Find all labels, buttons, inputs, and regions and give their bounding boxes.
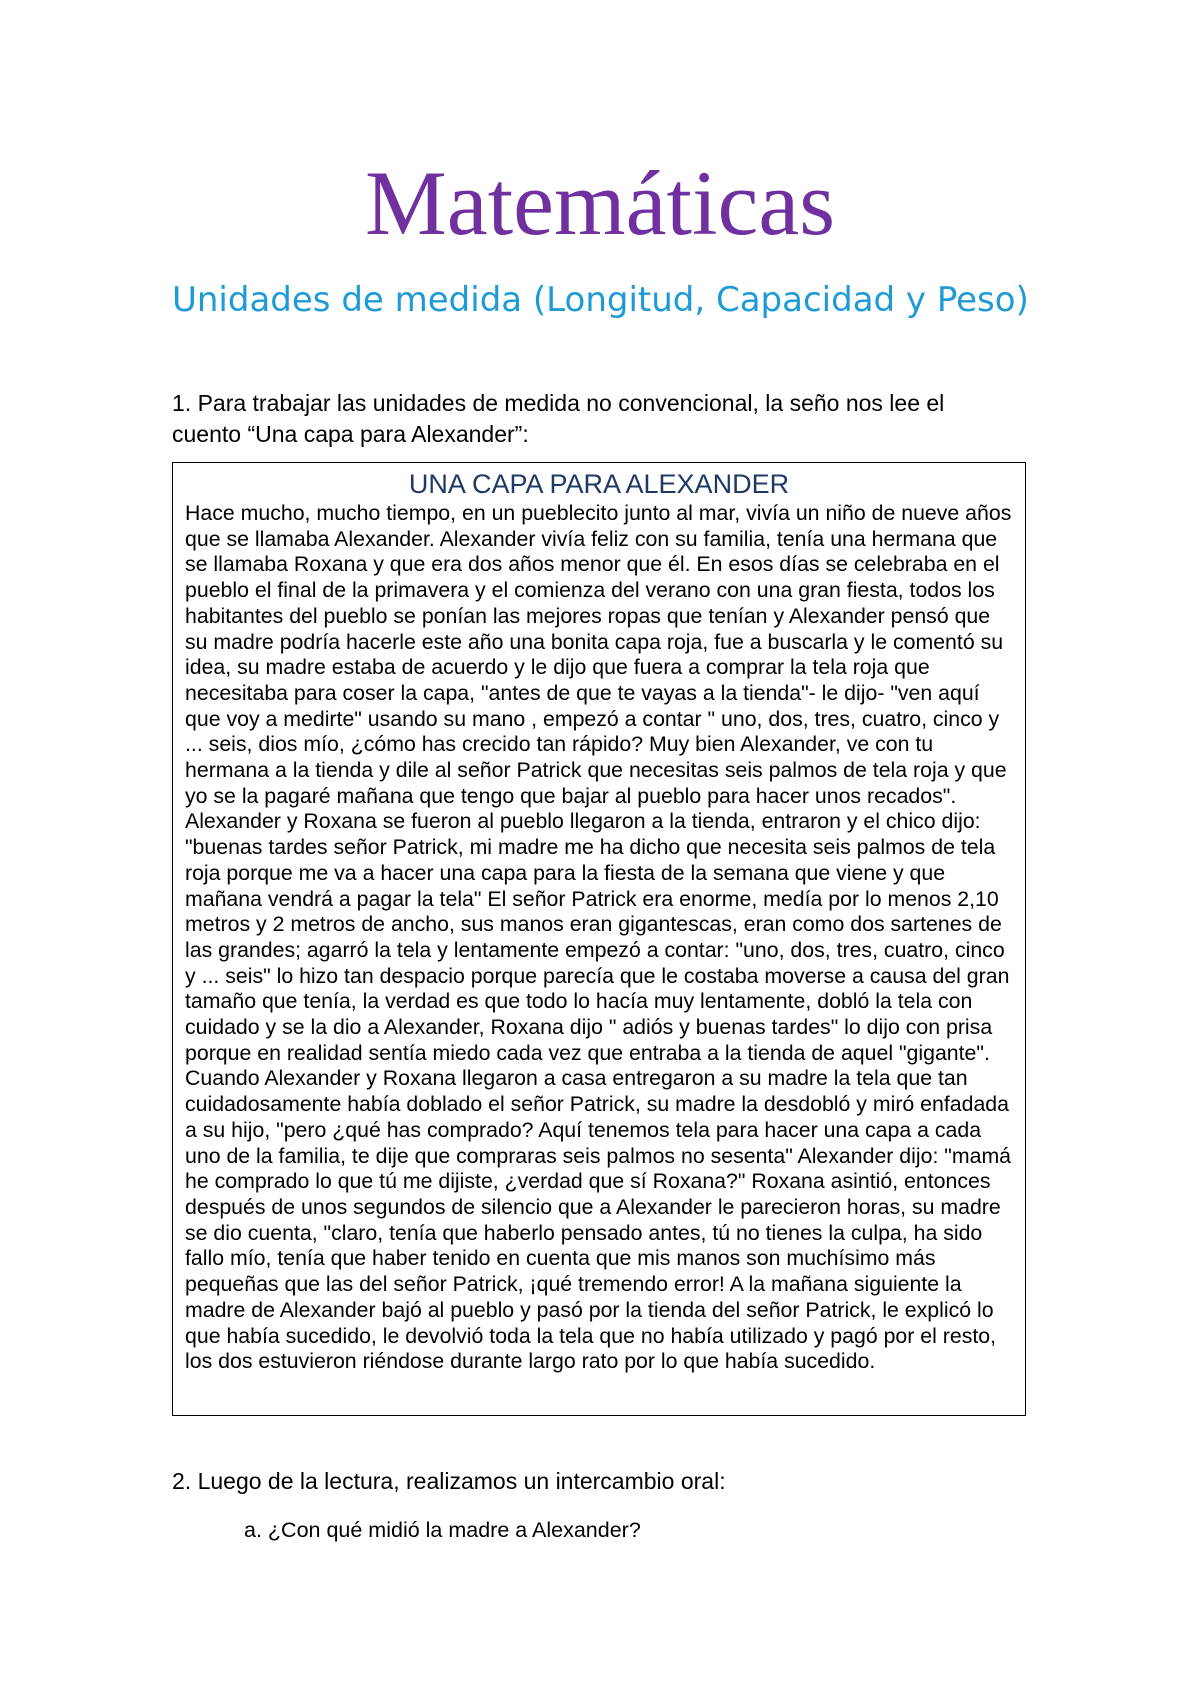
page-title: Matemáticas [364, 152, 836, 254]
section-subtitle: Unidades de medida (Longitud, Capacidad y Peso) [172, 280, 1029, 320]
question-2: 2. Luego de la lectura, realizamos un intercambio oral: [172, 1468, 726, 1494]
question-2a: a. ¿Con qué midió la madre a Alexander? [244, 1518, 641, 1542]
story-text: Hace mucho, mucho tiempo, en un pueblecito junto al mar, vivía un niño de nueve años que se llamaba Alexander. Alexander vivía feliz con su familia, tenía una hermana que se llamaba Roxana y que era dos años menor que él. En esos días se celebraba en el pueblo el final de la primavera y el comienza del verano con una gran fiesta, todos los habitantes del pueblo se ponían las mejores ropas que tenían y Alexander pensó que su madre podría hacerle este año una bonita capa roja, fue a buscarla y le comentó su idea, su madre estaba de acuerdo y le dijo que fuera a comprar la tela roja que necesitaba para coser la capa, "antes de que te vayas a la tienda"- le dijo- "ven aquí que voy a medirte" usando su mano , empezó a contar " uno, dos, tres, cuatro, cinco y ... seis, dios mío, ¿cómo has crecido tan rápido? Muy bien Alexander, ve con tu hermana a la tienda y dile al señor Patrick que necesitas seis palmos de tela roja y que yo se la pagaré mañana que tengo que bajar al pueblo para hacer unos recados". Alexander y Roxana se fueron al pueblo llegaron a la tienda, entraron y el chico dijo: "buenas tardes señor Patrick, mi madre me ha dicho que necesita seis palmos de tela roja porque me va a hacer una capa para la fiesta de la semana que viene y que mañana vendrá a pagar la tela" El señor Patrick era enorme, medía por lo menos 2,10 metros y 2 metros de ancho, sus manos eran gigantescas, eran como dos sartenes de las grandes; agarró la tela y lentamente empezó a contar: "uno, dos, tres, cuatro, cinco y ... seis" lo hizo tan despacio porque parecía que le costaba moverse a causa del gran tamaño que tenía, la verdad es que todo lo hacía muy lentamente, dobló la tela con cuidado y se la dio a Alexander, Roxana dijo " adiós y buenas tardes" lo dijo con prisa porque en realidad sentía miedo cada vez que entraba a la tienda de aquel "gigante". Cuando Alexander y Roxana llegaron a casa entregaron a su madre la tela que tan cuidadosamente había doblado el señor Patrick, su madre la desdobló y miró enfadada a su hijo, "pero ¿qué has comprado? Aquí tenemos tela para hacer una capa a cada uno de la familia, te dije que compraras seis palmos no sesenta" Alexander dijo: "mamá he comprado lo que tú me dijiste, ¿verdad que sí Roxana?" Roxana asintió, entonces después de unos segundos de silencio que a Alexander le parecieron horas, su madre se dio cuenta, "claro, tenía que haberlo pensado antes, tú no tienes la culpa, ha sido fallo mío, tenía que haber tenido en cuenta que mis manos son muchísimo más pequeñas que las del señor Patrick, ¡qué tremendo error! A la mañana siguiente la madre de Alexander bajó al pueblo y pasó por la tienda del señor Patrick, le explicó lo que había sucedido, le devolvió toda la tela que no había utilizado y pagó por el resto, los dos estuvieron riéndose durante largo rato por lo que había sucedido. [185, 501, 1012, 1374]
intro-paragraph: 1. Para trabajar las unidades de medida no convencional, la seño nos lee el cuento “Una capa para Alexander”: [172, 390, 945, 447]
story-box [172, 462, 1026, 1416]
story-title: UNA CAPA PARA ALEXANDER [408, 469, 790, 499]
